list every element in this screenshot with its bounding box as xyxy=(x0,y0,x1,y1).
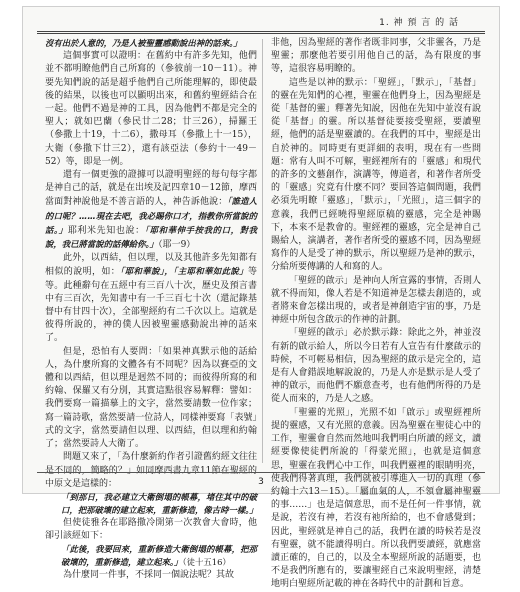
document-page xyxy=(22,6,500,590)
scripture-reference: （徒十五16） xyxy=(182,557,231,568)
paragraph: 非他，因為聖經的著作者既非同事，父非靈各，乃是聖靈；那麼他若要引用他自己的話，為有限度的事等，這很容易明瞭的。 xyxy=(271,38,481,75)
scripture-quote-block: 「到那日，我必建立大衛倒塌的帳幕，堵住其中的破口，把那破壞的建立起來，重新修造，像古時一樣。」 xyxy=(61,491,258,515)
paragraph: 「聖靈的光照」，光照不如「啟示」或聖經裡所提的靈感，又有光照的意義。因為聖靈在聖徒心中的工作，聖靈會自然而然地叫我們明白所讀的經文，讀經要像使徒們所說的「得蒙光照」，也就是這個意思，聖靈在我們心中工作，叫我們靈裡的眼睛明亮，使我們得著真理，我們就被引導進入一切的真理（參約翰十六13－15）。「屬血氣的人，不領會屬神聖靈的事……」也是這個意思，而不是任何一件事情，就是說，若沒有神，若沒有祂所給的，也不會感覺到；因此，聖經就是神自己的話，我們在讀的時候若是沒有聖靈，就不能讀得明白。所以我們要讀經，就應當讀正確的，自己的，以及全本聖經所說的話題要，也不是我們所應有的，要讓聖經自己來說明聖經，清楚地明白聖經所記載的神在各時代中的計劃和旨意。 xyxy=(271,407,481,590)
scripture-reference: （耶一9） xyxy=(158,240,196,251)
column-divider xyxy=(262,39,263,463)
scripture-quote: 「此後，我要回來，重新修造大衛倒塌的帳幕，把那破壞的，重新修造，建立起來。」 xyxy=(61,544,257,568)
paragraph: 沒有出於人意的，乃是人被聖靈感動說出神的話來。」 xyxy=(45,38,242,48)
running-header xyxy=(37,15,485,34)
paragraph-text: 還有一個更強的證據可以證明聖經的每句每字都是神自己的話，就是在出埃及記四章10－12節，摩西當面對神說他是不善言語的人，神告訴他說： xyxy=(45,170,257,208)
scripture-quote: 「耶和華伸手按我的口，對我說，我已將當說的話傳給你。」 xyxy=(45,224,257,250)
paragraph: 但是，恐怕有人要問：「如果神真默示他的話給人，為什麼所寫的文體各有不同呢？因為以賽亞的文體和以西結，但以理是迥然不同的；而彼得所寫的和約翰、保羅又有分別，其實這點很容易解釋：譬如：我們要寫一篇描摹上的文字，當然要請數一位作家；寫一篇詩歌，當然要請一位詩人，同樣神要寫「表號」式的文字，當然要請但以理、以西結，但以理和約翰了；當然要詩人大衛了。 xyxy=(45,346,257,450)
scripture-quote-block xyxy=(61,543,257,569)
paragraph: 為什麼同一件事，不採同一個說法呢？其故 xyxy=(63,570,235,581)
paragraph-text: 此外，以西結，但以理，以及其他許多先知都有相似的說明，如： xyxy=(45,253,257,278)
paragraph: 問題又來了，「為什麼新約作者引證舊約經文往往是不同的，簡略的？」如同摩西書九章11節在聖經的中原文是這樣的： xyxy=(45,452,257,489)
paragraph-text: 等等。此種辭句在五經中有三百八十次，歷史及預言書中有三百次，先知書中有一千三百七十次（還記錄基督中有甘四十次），全部聖經約有二千次以上。這就是彼得所說的，神的僕人因被聖靈感動說出神的話來了。 xyxy=(45,267,257,344)
paragraph: 「聖經的啟示」是神向人所宣露的事情，否則人就不得而知，像人若是不知道神是怎樣去創造的，或者將來會怎樣出現的，或者是神創造宇宙的事，乃是神經中所包含啟示的作神的計劃。 xyxy=(271,275,481,326)
right-column xyxy=(271,37,481,590)
paragraph-text: 耶利米先知也說： xyxy=(67,225,145,236)
scripture-quote: 「耶和華說」，「主耶和華如此說」 xyxy=(120,266,248,277)
left-column xyxy=(45,37,258,581)
page-number: 3 xyxy=(258,477,264,487)
footer-rule xyxy=(37,472,485,473)
paragraph xyxy=(45,252,257,345)
paragraph: 這個事實可以證明：在舊約中有許多先知，他們並不都明瞭他們自己所寫的（參彼前一10－11）。神要先知們說的話是超乎他們自己所能理解的，即使最後的結果，以後也可以顯明出來，和舊約聖經結合在一起。他們不過是神的工具，因為他們不都是完全的聖人；就如巴蘭（參民廿二28；廿三26），掃羅王（參撒上十19，十二6），撒母耳（參撒上十一15），大衛（參撒下廿三2），還有該亞法（參約十一49－52）等，即是一例。 xyxy=(45,51,257,167)
paragraph: 但使徒雅各在耶路撒冷開第一次教會大會時，他卻引該經如下： xyxy=(45,517,257,542)
scripture-quote: 「誰造人的口呢？……現在去吧，我必賜你口才，指教你所當說的話。」 xyxy=(45,196,257,235)
paragraph: 這些是以神的默示：「聖經」，「默示」，「基督」的靈在先知們的心裡，聖靈在他們身上，因為聖經是從「基督的靈」釋著先知說，因他在先知中並沒有說從「基督」的靈。所以基督徒要接受聖經，要讀聖經，他們的話是聖靈讀的。在我們的耳中，聖經是出自於神的。同時更有更詳細的表明，現在有一些問題：常有人叫不可解，聖經裡所有的「靈感」和現代的許多的文藝創作，演講等，傳道者，和著作者所受的「靈感」究竟有什麼不同？要回答這個問題，我們必須先明瞭「靈感」，「默示」，「光照」，這三個字的意義，我們已經曉得聖經原稿的靈感，完全是神賜下，本來不是教會的。聖經裡的靈感，完全是神自己賜給人，演講者，著作者所受的靈感不同，因為聖經寫作的人是受了神的默示，所以聖經乃是神的默示，分給所要傳講的人和寫的人。 xyxy=(271,77,481,273)
paragraph: 「聖經的啟示」必於默示錄：除此之外，神並沒有新的啟示給人，所以今日若有人宣告有什麼啟示的時候，不可輕易相信，因為聖經的啟示是完全的，這是有人會錯誤地解說說的，乃是人亦是默示是人受了神的啟示，而他們不願意查考，也有他們所得的乃是從人而來的，乃是人之感。 xyxy=(271,328,481,405)
paragraph xyxy=(45,169,257,252)
chapter-title: 1. 神 預 言 的 話 xyxy=(379,18,459,28)
